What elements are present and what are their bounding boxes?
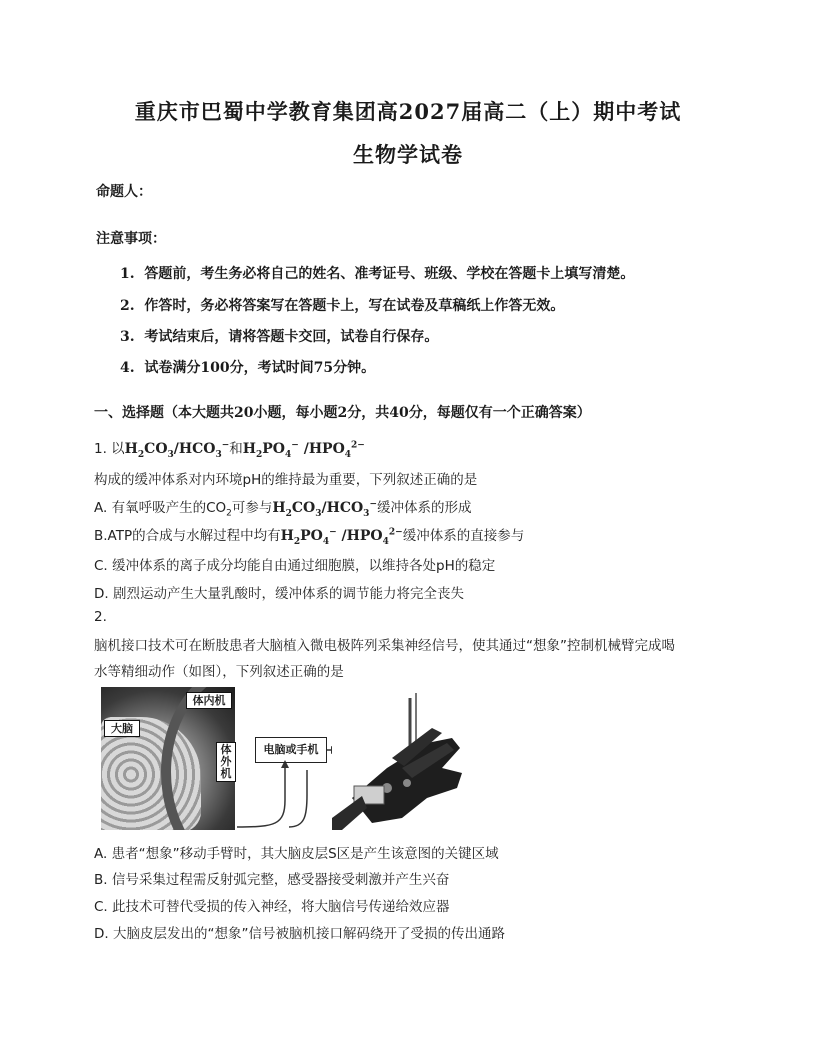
q1-option-c: C. 缓冲体系的离子成分均能自由通过细胞膜，以维持各处pH的稳定 <box>94 558 496 574</box>
q1-stem-prefix: 1. 以 <box>94 441 125 457</box>
q1-option-b-post: 缓冲体系的直接参与 <box>402 528 525 544</box>
q2-stem-line1: 脑机接口技术可在断肢患者大脑植入微电极阵列采集神经信号，使其通过“想象”控制机械臂完成喝 <box>94 638 675 654</box>
q1-option-b <box>94 524 524 547</box>
computer-or-phone-box: 电脑或手机 <box>255 737 327 763</box>
robotic-hand-image <box>332 688 472 830</box>
notice-heading: 注意事项： <box>96 231 166 247</box>
q1-option-a-pre: A. 有氧呼吸产生的CO <box>94 500 227 516</box>
q1-option-a-mid: 可参与 <box>231 500 273 516</box>
author-label: 命题人： <box>96 184 152 200</box>
q1-option-d: D. 剧烈运动产生大量乳酸时，缓冲体系的调节能力将完全丧失 <box>94 586 464 602</box>
q1-stem-line2: 构成的缓冲体系对内环境pH的维持最为重要，下列叙述正确的是 <box>94 472 478 488</box>
section-heading: 一、选择题（本大题共20小题，每小题2分，共40分，每题仅有一个正确答案） <box>94 405 591 421</box>
q1-option-a-post: 缓冲体系的形成 <box>376 500 472 516</box>
q2-option-c: C. 此技术可替代受损的传入神经，将大脑信号传递给效应器 <box>94 899 450 915</box>
q2-number: 2. <box>94 609 107 625</box>
q1-stem-mid: 和 <box>229 441 243 457</box>
q2-option-d: D. 大脑皮层发出的“想象”信号被脑机接口解码绕开了受损的传出通路 <box>94 926 505 942</box>
label-out-body-device: 体外机 <box>216 742 236 782</box>
q2-stem-line2: 水等精细动作（如图），下列叙述正确的是 <box>94 664 344 680</box>
q2-option-b: B. 信号采集过程需反射弧完整，感受器接受刺激并产生兴奋 <box>94 872 450 888</box>
q1-stem-line1 <box>94 437 365 460</box>
page-subtitle: 生物学试卷 <box>353 142 463 167</box>
q2-option-a: A. 患者“想象”移动手臂时，其大脑皮层S区是产生该意图的关键区域 <box>94 846 499 862</box>
notice-item-1: 1. 答题前，考生务必将自己的姓名、准考证号、班级、学校在答题卡上填写清楚。 <box>120 266 635 282</box>
label-in-body-device: 体内机 <box>186 692 232 709</box>
q1-option-a-formula: $H_2CO_3/HCO_3^-$ <box>272 499 377 519</box>
q1-option-a: A. 有氧呼吸产生的$CO_2$可参与$H_2CO_3/HCO_3^-$缓冲体系的形成 <box>94 499 472 519</box>
page-title: 重庆市巴蜀中学教育集团高2027届高二（上）期中考试 <box>134 99 682 124</box>
q1-formula-phosphate: $H_2PO_4^-$ $/HPO_4^{2-}$ <box>242 440 365 460</box>
notice-item-3: 3. 考试结束后，请将答题卡交回，试卷自行保存。 <box>120 329 439 345</box>
notice-item-2: 2. 作答时，务必将答案写在答题卡上，写在试卷及草稿纸上作答无效。 <box>120 298 565 314</box>
notice-item-4: 4. 试卷满分100分，考试时间75分钟。 <box>120 360 376 376</box>
q1-formula-carbonate: $H_2CO_3/HCO_3^-$ <box>124 440 230 460</box>
q1-option-b-pre: B.ATP的合成与水解过程中均有 <box>94 528 281 544</box>
q1-option-b-formula: $H_2PO_4^-$ $/HPO_4^{2-}$ <box>280 527 403 547</box>
label-brain: 大脑 <box>104 720 140 737</box>
